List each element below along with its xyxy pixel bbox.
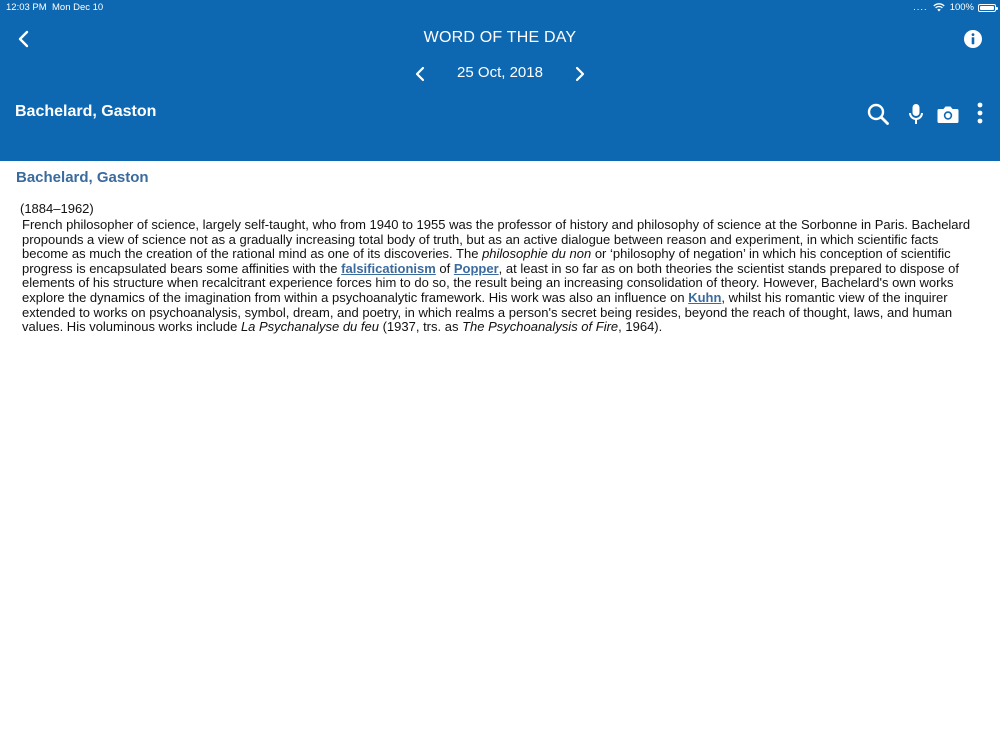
body-text-segment: , 1964). [618,319,663,335]
info-button[interactable] [962,28,984,50]
body-text-segment: French philosopher of science, largely self-taught, who from 1940 to 1955 was the professor of history and philosophy of science at the Sorbonne in Paris. Bachelard propounds a view of science not as a gradually increasing total body of truth, but as an active dialogue between reason and experiment, in which scientific facts become as much the creation of the rational mind as one of its discoveries. The [22,217,971,262]
voice-search-button[interactable] [904,102,928,126]
entry-body [22,218,977,335]
body-text-segment: , whilst his romantic view of the inquirer extended to works on psychoanalysis, symbol, dream, and poetry, in which realms a person's secret being resides, beyond the reach of thought, laws, and human values. His voluminous works include [22,289,953,335]
entry-dates: (1884–1962) [20,201,94,216]
search-icon [867,103,889,125]
more-options-button[interactable] [970,100,990,126]
battery-percent: 100% [949,2,974,13]
header-headword: Bachelard, Gaston [15,103,157,120]
info-icon [963,29,983,49]
next-date-button[interactable] [570,64,590,84]
camera-icon [937,105,959,124]
chevron-right-icon [575,66,585,82]
status-date: Mon Dec 10 [52,2,104,13]
more-vertical-icon [977,102,983,124]
italic-title: La Psychanalyse du feu [240,319,379,335]
wifi-icon [933,3,945,12]
microphone-icon [908,103,924,125]
battery-icon [978,4,996,12]
current-date: 25 Oct, 2018 [457,64,543,81]
status-time: 12:03 PM [6,2,47,13]
camera-search-button[interactable] [935,102,961,126]
body-text-segment: , at least in so far as on both theories the scientist stands prepared to dispose of elements of his structure when recalcitrant experience forces him to do so, the result being an increasing consolidation of theory. However, Bachelard's own works explore the dynamics of the imagination from within a psychoanalytic framework. His work was also an influence on [22,260,959,305]
page-title: WORD OF THE DAY [423,29,577,46]
link-falsificationism[interactable]: falsificationism [341,260,436,276]
signal-dots: .... [913,2,928,13]
italic-title: The Psychoanalysis of Fire [462,319,619,335]
italic-term: philosophie du non [482,246,592,262]
link-popper[interactable]: Popper [453,260,499,276]
entry-title: Bachelard, Gaston [16,169,149,186]
body-text-segment: or ‘philosophy of negation’ in which his conception of scientific progress is encapsulated bears some affinities with the [22,246,951,276]
search-button[interactable] [866,102,890,126]
body-text-segment: of [435,260,454,276]
status-bar [0,0,1000,16]
status-right [913,2,974,13]
app-header [0,0,1000,161]
body-text-segment: (1937, trs. as [378,319,463,335]
link-kuhn[interactable]: Kuhn [688,289,722,305]
